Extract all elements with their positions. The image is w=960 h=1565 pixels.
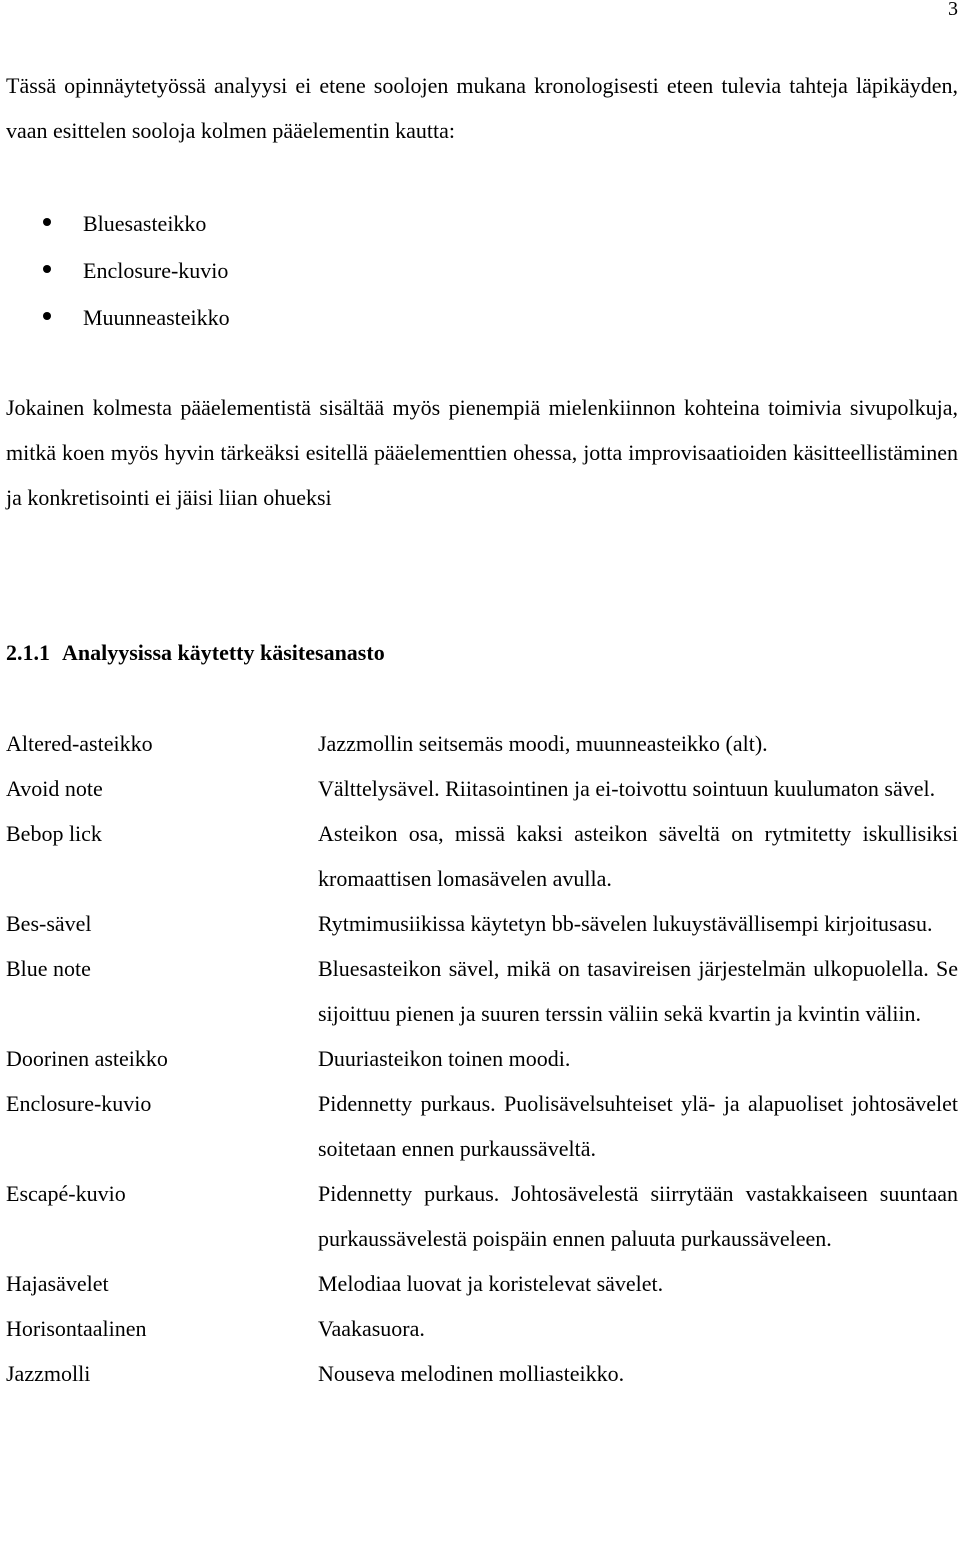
glossary-entry xyxy=(0,1036,960,1081)
glossary-entry xyxy=(0,766,960,811)
glossary-term: Doorinen asteikko xyxy=(6,1046,168,1071)
section-heading xyxy=(6,630,385,675)
glossary-term: Hajasävelet xyxy=(6,1271,109,1296)
bullet-icon xyxy=(43,312,51,320)
glossary-definition: Jazzmollin seitsemäs moodi, muunneasteikko (alt). xyxy=(318,731,768,756)
glossary-entry xyxy=(0,1306,960,1351)
bullet-text: Enclosure-kuvio xyxy=(83,258,229,283)
glossary-entry xyxy=(0,1081,960,1171)
glossary-term: Horisontaalinen xyxy=(6,1316,147,1341)
bullet-icon xyxy=(43,218,51,226)
glossary-entry xyxy=(0,721,960,766)
section-title: Analyysissa käytetty käsitesanasto xyxy=(62,640,385,665)
glossary-definition: Pidennetty purkaus. Puolisävelsuhteiset ylä- ja alapuoliset johtosävelet soitetaan ennen purkaussäveltä. xyxy=(318,1091,958,1161)
glossary-definition: Nouseva melodinen molliasteikko. xyxy=(318,1361,625,1386)
glossary-definition: Melodiaa luovat ja koristelevat sävelet. xyxy=(318,1271,664,1296)
intro-paragraph-2: Jokainen kolmesta pääelementistä sisältää myös pienempiä mielenkiinnon kohteina toimivia sivupolkuja, mitkä koen myös hyvin tärkeäksi esitellä pääelementtien ohessa, jotta improvisaatioiden käsitteellistäminen ja konkretisointi ei jäisi liian ohueksi xyxy=(6,395,958,510)
glossary-entry xyxy=(0,811,960,901)
glossary-entry xyxy=(0,901,960,946)
bullet-text: Muunneasteikko xyxy=(83,305,230,330)
page-number: 3 xyxy=(948,0,958,20)
bullet-text: Bluesasteikko xyxy=(83,211,207,236)
glossary-definition: Asteikon osa, missä kaksi asteikon säveltä on rytmitetty iskullisiksi kromaattisen lomasävelen avulla. xyxy=(318,821,958,891)
glossary-entry xyxy=(0,1261,960,1306)
glossary-term: Bebop lick xyxy=(6,821,102,846)
glossary-term: Blue note xyxy=(6,956,91,981)
glossary-term: Escapé-kuvio xyxy=(6,1181,126,1206)
glossary-term: Jazzmolli xyxy=(6,1361,91,1386)
glossary-definition: Välttelysävel. Riitasointinen ja ei-toivottu sointuun kuulumaton sävel. xyxy=(318,776,936,801)
glossary-entry xyxy=(0,1351,960,1396)
glossary-entry xyxy=(0,946,960,1036)
glossary-term: Bes-sävel xyxy=(6,911,92,936)
intro-paragraph: Tässä opinnäytetyössä analyysi ei etene soolojen mukana kronologisesti eteen tulevia tahteja läpikäyden, vaan esittelen sooloja kolmen pääelementin kautta: xyxy=(6,73,958,143)
glossary-list xyxy=(0,721,960,1396)
glossary-definition: Pidennetty purkaus. Johtosävelestä siirrytään vastakkaiseen suuntaan purkaussävelestä poispäin ennen paluuta purkaussäveleen. xyxy=(318,1181,958,1251)
glossary-entry xyxy=(0,1171,960,1261)
glossary-term: Enclosure-kuvio xyxy=(6,1091,152,1116)
glossary-term: Avoid note xyxy=(6,776,103,801)
glossary-definition: Vaakasuora. xyxy=(318,1316,425,1341)
glossary-definition: Bluesasteikon sävel, mikä on tasavireisen järjestelmän ulkopuolella. Se sijoittuu pienen ja suuren terssin väliin sekä kvartin ja kvintin väliin. xyxy=(318,956,958,1026)
bullet-icon xyxy=(43,265,51,273)
glossary-term: Altered-asteikko xyxy=(6,731,153,756)
glossary-definition: Duuriasteikon toinen moodi. xyxy=(318,1046,571,1071)
section-number: 2.1.1 xyxy=(6,640,50,665)
glossary-definition: Rytmimusiikissa käytetyn bb-sävelen lukuystävällisempi kirjoitusasu. xyxy=(318,911,933,936)
